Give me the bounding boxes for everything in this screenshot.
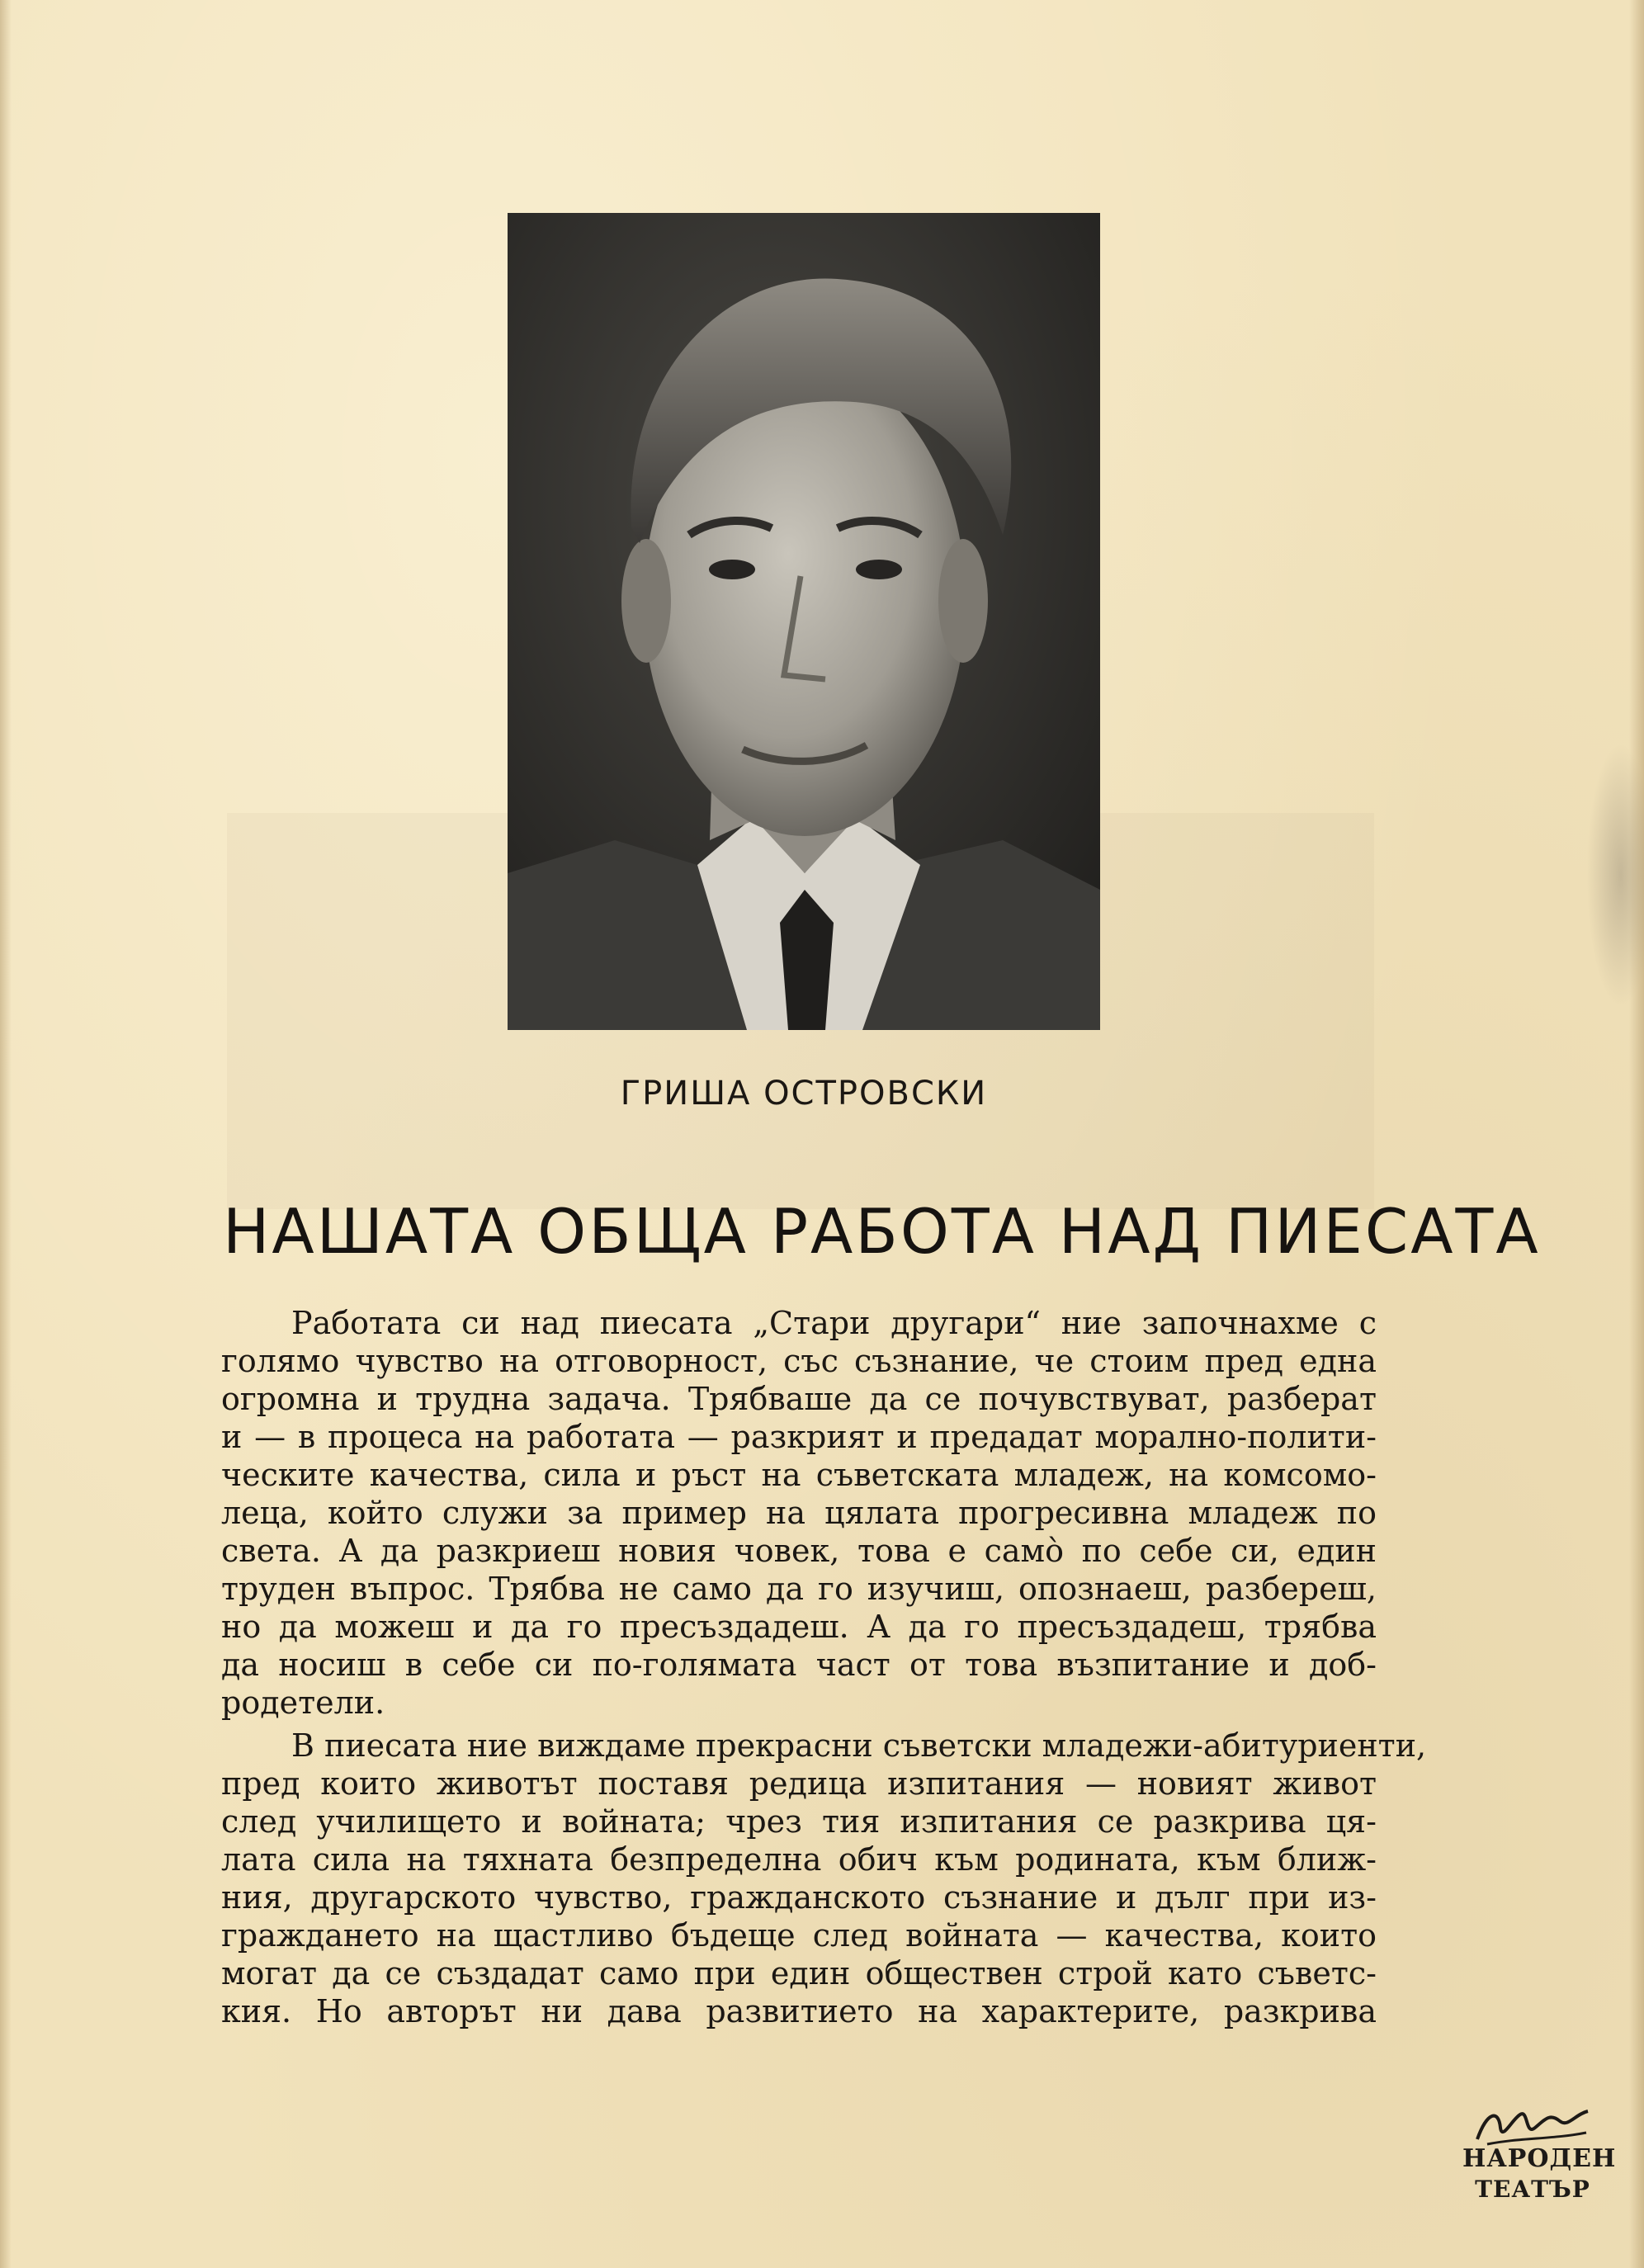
text-line: огромна и трудна задача. Трябваше да се почувствуват, разберат bbox=[221, 1381, 1377, 1417]
text-line: голямо чувство на отговорност, със съзнание, че стоим пред една bbox=[221, 1343, 1377, 1379]
text-line: и — в процеса на работата — разкрият и предадат морално-полити- bbox=[221, 1419, 1377, 1455]
article-body bbox=[221, 1304, 1427, 2035]
stamp-line-1: НАРОДЕН bbox=[1462, 2144, 1617, 2173]
text-line: света. А да разкриеш новия човек, това е само̀ по себе си, един bbox=[221, 1533, 1377, 1569]
paragraph-1 bbox=[221, 1304, 1377, 1722]
text-line: след училището и войната; чрез тия изпитания се разкрива ця- bbox=[221, 1803, 1377, 1840]
text-line: пред които животът поставя редица изпитания — новият живот bbox=[221, 1765, 1377, 1802]
page-edge-left bbox=[0, 0, 12, 2268]
photo-caption: ГРИША ОСТРОВСКИ bbox=[620, 1075, 988, 1113]
text-line: ческите качества, сила и ръст на съветската младеж, на комсомо- bbox=[221, 1457, 1377, 1493]
text-line: граждането на щастливо бъдеще след войната — качества, които bbox=[221, 1917, 1377, 1954]
text-line: В пиесата ние виждаме прекрасни съветски младежи-абитуриенти, bbox=[291, 1727, 1427, 1764]
text-line: Работата си над пиесата „Стари другари“ ние започнахме с bbox=[291, 1305, 1377, 1341]
signature-mark bbox=[1471, 2103, 1594, 2149]
page-smudge bbox=[1586, 743, 1644, 1007]
national-theatre-stamp bbox=[1462, 2103, 1617, 2210]
text-line: леца, който служи за пример на цялата прогресивна младеж по bbox=[221, 1495, 1377, 1531]
text-line: да носиш в себе си по-голямата част от това възпитание и доб- bbox=[221, 1647, 1377, 1683]
text-line: но да можеш и да го пресъздадеш. А да го пресъздадеш, трябва bbox=[221, 1609, 1377, 1645]
text-line: лата сила на тяхната безпределна обич към родината, към ближ- bbox=[221, 1841, 1377, 1878]
text-line: родетели. bbox=[221, 1684, 385, 1721]
text-line: ния, другарското чувство, гражданското съзнание и дълг при из- bbox=[221, 1879, 1377, 1916]
article-title: НАШАТА ОБЩА РАБОТА НАД ПИЕСАТА bbox=[223, 1195, 1541, 1268]
text-line: труден въпрос. Трябва не само да го изучиш, опознаеш, разбереш, bbox=[221, 1571, 1377, 1607]
text-line: кия. Но авторът ни дава развитието на характерите, разкрива bbox=[221, 1993, 1377, 2029]
paragraph-2 bbox=[221, 1727, 1427, 2030]
page-edge-right bbox=[1629, 0, 1644, 2268]
portrait-photo bbox=[508, 213, 1100, 1030]
stamp-line-2: ТЕАТЪР bbox=[1475, 2176, 1590, 2203]
text-line: могат да се създадат само при един обществен строй като съветс- bbox=[221, 1955, 1377, 1992]
